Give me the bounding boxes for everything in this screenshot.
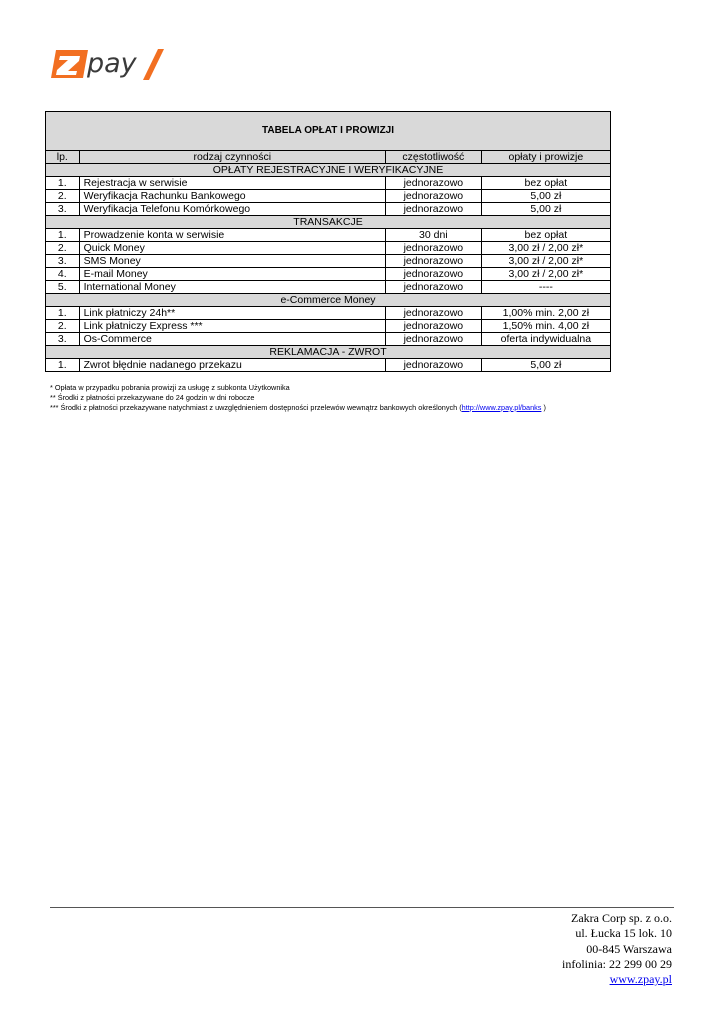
table-row <box>46 359 611 372</box>
footer-street: ul. Łucka 15 lok. 10 <box>575 926 672 941</box>
row-service-name: International Money <box>79 281 385 294</box>
table-row <box>46 320 611 333</box>
header-name: rodzaj czynności <box>79 151 385 164</box>
footer-city: 00-845 Warszawa <box>586 941 672 956</box>
row-frequency: 30 dni <box>386 229 482 242</box>
banks-link[interactable]: http://www.zpay.pl/banks <box>461 403 542 412</box>
row-fee: bez opłat <box>481 177 610 190</box>
table-row <box>46 307 611 320</box>
table-row <box>46 333 611 346</box>
section-title: TRANSAKCJE <box>46 216 611 229</box>
section-row <box>46 346 611 359</box>
section-row <box>46 294 611 307</box>
row-service-name: Link płatniczy 24h** <box>79 307 385 320</box>
row-number: 1. <box>46 177 80 190</box>
header-fee: opłaty i prowizje <box>481 151 610 164</box>
row-frequency: jednorazowo <box>386 359 482 372</box>
row-number: 3. <box>46 255 80 268</box>
footnote-3-text: *** Środki z płatności przekazywane natychmiast z uwzględnieniem dostępności przelewów wewnątrz bankowych określonych ( <box>50 403 462 412</box>
row-frequency: jednorazowo <box>386 242 482 255</box>
section-row <box>46 164 611 177</box>
row-service-name: SMS Money <box>79 255 385 268</box>
row-frequency: jednorazowo <box>386 281 482 294</box>
row-frequency: jednorazowo <box>386 203 482 216</box>
row-number: 1. <box>46 307 80 320</box>
section-title: e-Commerce Money <box>46 294 611 307</box>
row-service-name: Quick Money <box>79 242 385 255</box>
row-number: 3. <box>46 203 80 216</box>
row-number: 2. <box>46 190 80 203</box>
table-header-row <box>46 151 611 164</box>
header-frequency: częstotliwość <box>386 151 482 164</box>
row-frequency: jednorazowo <box>386 307 482 320</box>
row-number: 2. <box>46 242 80 255</box>
row-service-name: Weryfikacja Rachunku Bankowego <box>79 190 385 203</box>
fee-table <box>45 111 611 372</box>
row-number: 3. <box>46 333 80 346</box>
footnotes <box>50 383 546 413</box>
row-service-name: E-mail Money <box>79 268 385 281</box>
footer-phone: infolinia: 22 299 00 29 <box>562 956 672 971</box>
row-number: 5. <box>46 281 80 294</box>
row-fee: 1,50% min. 4,00 zł <box>481 320 610 333</box>
table-row <box>46 268 611 281</box>
row-fee: 3,00 zł / 2,00 zł* <box>481 242 610 255</box>
table-row <box>46 177 611 190</box>
row-frequency: jednorazowo <box>386 177 482 190</box>
row-fee: 5,00 zł <box>481 359 610 372</box>
table-title: TABELA OPŁAT I PROWIZJI <box>46 112 611 151</box>
footnote-3 <box>50 403 546 413</box>
footer-address <box>562 911 672 987</box>
svg-text:pay: pay <box>87 48 137 79</box>
row-number: 4. <box>46 268 80 281</box>
row-service-name: Link płatniczy Express *** <box>79 320 385 333</box>
footnote-2: ** Środki z płatności przekazywane do 24 godzin w dni robocze <box>50 393 255 402</box>
footer-divider <box>50 907 674 908</box>
table-row <box>46 203 611 216</box>
row-frequency: jednorazowo <box>386 320 482 333</box>
row-frequency: jednorazowo <box>386 190 482 203</box>
row-fee: 3,00 zł / 2,00 zł* <box>481 255 610 268</box>
row-fee: bez opłat <box>481 229 610 242</box>
row-frequency: jednorazowo <box>386 333 482 346</box>
table-row <box>46 229 611 242</box>
row-service-name: Prowadzenie konta w serwisie <box>79 229 385 242</box>
row-service-name: Zwrot błędnie nadanego przekazu <box>79 359 385 372</box>
section-title: OPŁATY REJESTRACYJNE I WERYFIKACYJNE <box>46 164 611 177</box>
row-number: 1. <box>46 229 80 242</box>
row-frequency: jednorazowo <box>386 268 482 281</box>
row-fee: 3,00 zł / 2,00 zł* <box>481 268 610 281</box>
row-number: 2. <box>46 320 80 333</box>
zpay-logo <box>50 44 170 84</box>
row-frequency: jednorazowo <box>386 255 482 268</box>
footer-company: Zakra Corp sp. z o.o. <box>571 911 672 925</box>
table-row <box>46 190 611 203</box>
row-fee: oferta indywidualna <box>481 333 610 346</box>
table-row <box>46 255 611 268</box>
section-row <box>46 216 611 229</box>
footer-website-link[interactable]: www.zpay.pl <box>609 972 672 987</box>
footnote-3-suffix: ) <box>541 403 546 412</box>
row-number: 1. <box>46 359 80 372</box>
row-fee: 1,00% min. 2,00 zł <box>481 307 610 320</box>
zpay-logo-graphic <box>50 44 170 84</box>
row-fee: ---- <box>481 281 610 294</box>
row-fee: 5,00 zł <box>481 203 610 216</box>
table-row <box>46 281 611 294</box>
section-title: REKLAMACJA - ZWROT <box>46 346 611 359</box>
row-service-name: Rejestracja w serwisie <box>79 177 385 190</box>
footnote-1: * Opłata w przypadku pobrania prowizji za usługę z subkonta Użytkownika <box>50 383 290 392</box>
row-service-name: Weryfikacja Telefonu Komórkowego <box>79 203 385 216</box>
row-service-name: Os-Commerce <box>79 333 385 346</box>
table-row <box>46 242 611 255</box>
row-fee: 5,00 zł <box>481 190 610 203</box>
header-lp: lp. <box>46 151 80 164</box>
